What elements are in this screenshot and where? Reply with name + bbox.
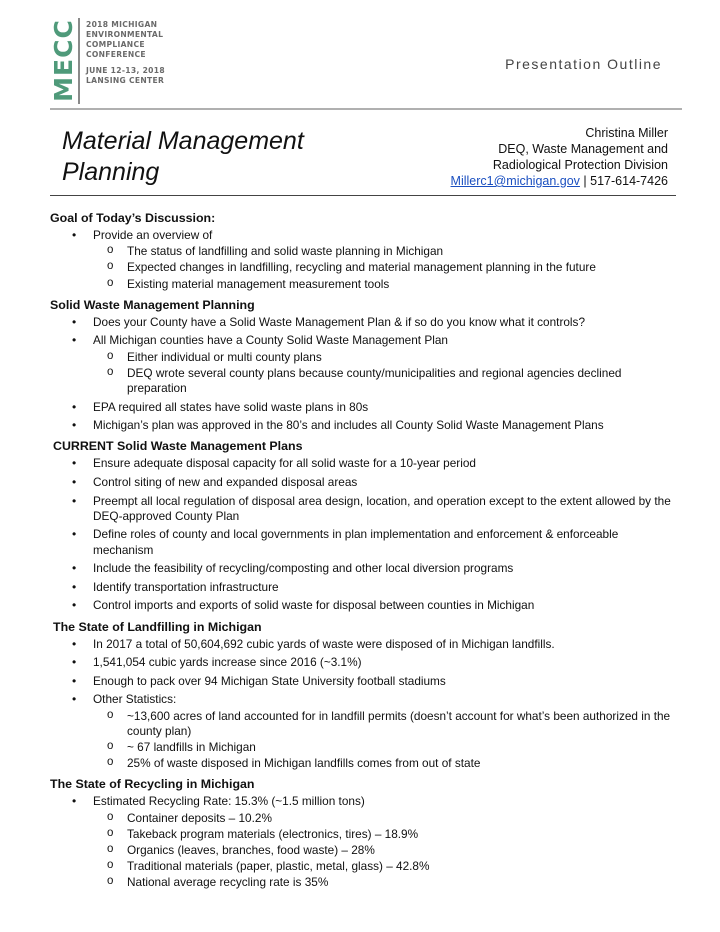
bullet-text: Other Statistics: <box>93 692 177 707</box>
list-item: • Preempt all local regulation of disposal area design, location, and operation except to the extent allowed by the DEQ-approved County Plan <box>50 494 680 524</box>
section-heading: Goal of Today’s Discussion: <box>50 211 216 225</box>
header-title: Presentation Outline <box>505 56 662 72</box>
section-current-plans <box>50 438 680 613</box>
sub-list-item: o Organics (leaves, branches, food waste) – 28% <box>93 843 680 858</box>
section-landfilling <box>50 619 680 772</box>
list-item: • Michigan’s plan was approved in the 80’s and includes all County Solid Waste Management Plans <box>50 418 680 433</box>
sub-list-item: o National average recycling rate is 35% <box>93 875 680 890</box>
list-item <box>50 333 680 396</box>
section-heading: The State of Recycling in Michigan <box>50 777 255 792</box>
outline-content <box>50 210 680 896</box>
sub-list-item: o The status of landfilling and solid waste planning in Michigan <box>93 244 680 259</box>
contact-block <box>451 125 668 189</box>
sub-list-item: o ~ 67 landfills in Michigan <box>93 740 680 755</box>
bullet-text: All Michigan counties have a County Solid Waste Management Plan <box>93 333 448 348</box>
email-link[interactable]: Millerc1@michigan.gov <box>450 174 580 188</box>
section-heading: Solid Waste Management Planning <box>50 297 255 312</box>
title-line: Planning <box>62 158 160 186</box>
list-item: • Include the feasibility of recycling/composting and other local diversion programs <box>50 561 680 576</box>
list-item: • Control imports and exports of solid waste for disposal between counties in Michigan <box>50 598 680 613</box>
contact-separator: | <box>579 174 591 188</box>
contact-org: DEQ, Waste Management and <box>498 142 668 156</box>
list-item <box>50 692 680 771</box>
list-item <box>50 794 680 890</box>
title-line: Material Management <box>62 127 304 155</box>
bullet-text: Provide an overview of <box>93 228 213 242</box>
logo-acronym-text: MECC <box>48 18 78 102</box>
section-heading: The State of Landfilling in Michigan <box>53 619 262 634</box>
logo-divider <box>78 18 80 104</box>
logo-line: CONFERENCE <box>86 50 146 59</box>
header-rule <box>50 108 682 110</box>
logo-line: 2018 MICHIGAN <box>86 20 158 29</box>
section-goal <box>50 210 680 292</box>
contact-phone: 517-614-7426 <box>590 174 668 188</box>
logo-text <box>86 20 165 86</box>
list-item: • 1,541,054 cubic yards increase since 2016 (~3.1%) <box>50 655 680 670</box>
list-item: • Identify transportation infrastructure <box>50 580 680 595</box>
section-swmp <box>50 297 680 434</box>
sub-list-item: o ~13,600 acres of land accounted for in landfill permits (doesn’t account for what’s been authorized in the county plan) <box>93 709 680 739</box>
logo-venue: LANSING CENTER <box>86 76 165 85</box>
list-item: • Enough to pack over 94 Michigan State University football stadiums <box>50 674 680 689</box>
sub-list-item: o Expected changes in landfilling, recycling and material management planning in the future <box>93 260 680 275</box>
logo-date: JUNE 12-13, 2018 <box>86 66 165 75</box>
section-heading: CURRENT Solid Waste Management Plans <box>53 439 303 454</box>
logo-line: COMPLIANCE <box>86 40 145 49</box>
list-item: • Does your County have a Solid Waste Management Plan & if so do you know what it controls? <box>50 315 680 330</box>
conference-logo <box>50 18 200 110</box>
document-title <box>62 126 304 188</box>
title-rule <box>50 195 676 196</box>
sub-list-item: o 25% of waste disposed in Michigan landfills comes from out of state <box>93 756 680 771</box>
contact-division: Radiological Protection Division <box>492 158 668 172</box>
logo-acronym <box>50 18 76 102</box>
sub-list-item: o Existing material management measurement tools <box>93 277 680 292</box>
contact-name: Christina Miller <box>585 126 668 140</box>
section-recycling <box>50 776 680 890</box>
list-item <box>50 228 680 292</box>
sub-list-item: o Takeback program materials (electronics, tires) – 18.9% <box>93 827 680 842</box>
bullet-text: Estimated Recycling Rate: 15.3% (~1.5 million tons) <box>93 794 365 809</box>
sub-list-item: o Container deposits – 10.2% <box>93 811 680 826</box>
list-item: • Define roles of county and local governments in plan implementation and enforcement & enforceable mechanism <box>50 527 680 557</box>
list-item: • In 2017 a total of 50,604,692 cubic yards of waste were disposed of in Michigan landfills. <box>50 637 680 652</box>
list-item: • Control siting of new and expanded disposal areas <box>50 475 680 490</box>
sub-list-item: o Traditional materials (paper, plastic, metal, glass) – 42.8% <box>93 859 680 874</box>
logo-line: ENVIRONMENTAL <box>86 30 164 39</box>
list-item: • EPA required all states have solid waste plans in 80s <box>50 400 680 415</box>
sub-list-item: o DEQ wrote several county plans because county/municipalities and regional agencies declined preparation <box>93 366 680 396</box>
sub-list-item: o Either individual or multi county plans <box>93 350 680 365</box>
contact-line <box>451 173 668 189</box>
list-item: • Ensure adequate disposal capacity for all solid waste for a 10-year period <box>50 456 680 471</box>
